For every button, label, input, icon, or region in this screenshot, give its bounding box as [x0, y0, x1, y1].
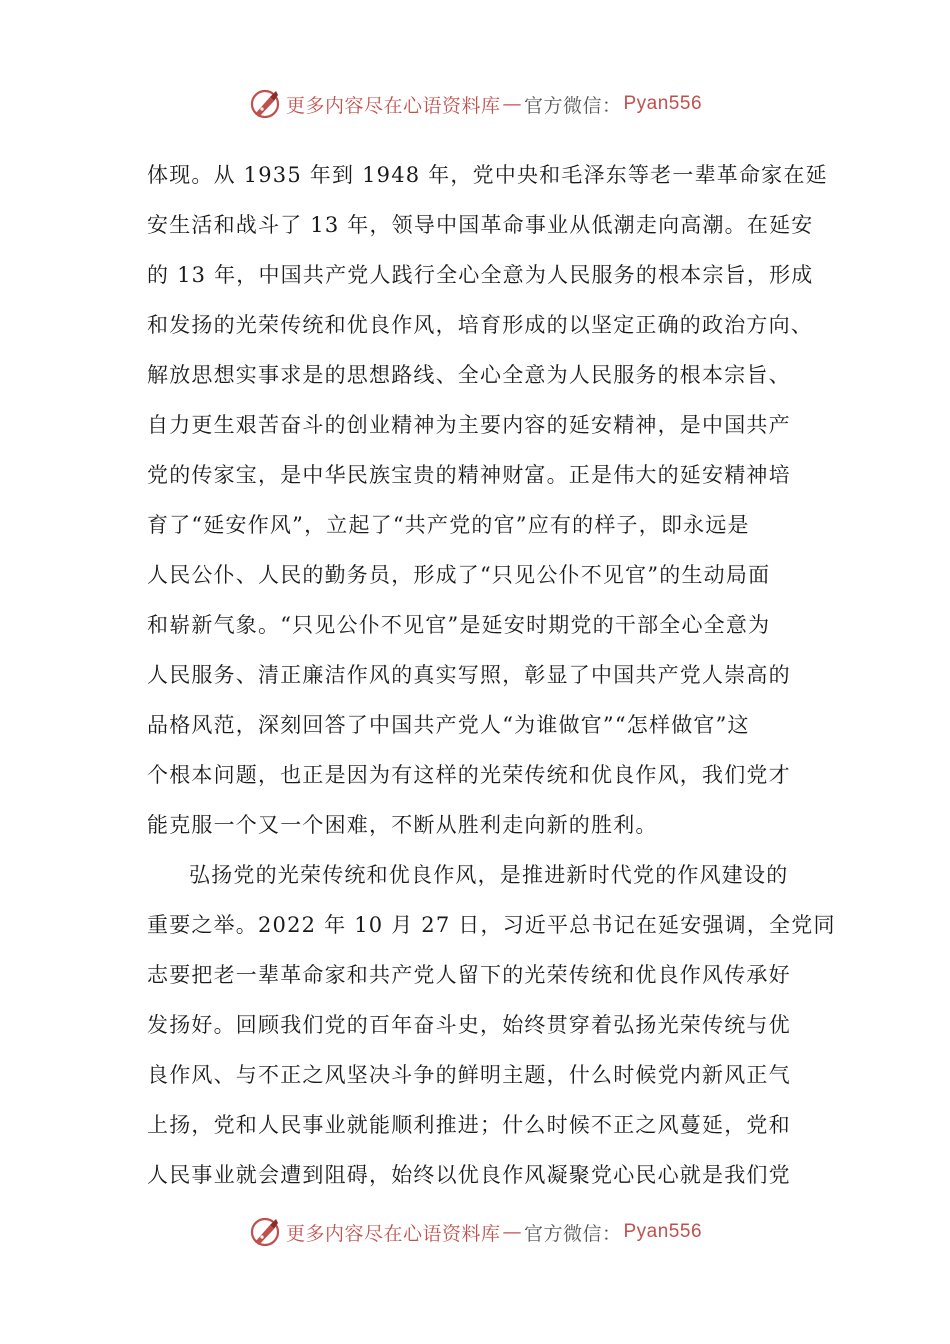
- watermark-id: Pyan556: [623, 1221, 703, 1242]
- body-line: 上扬，党和人民事业就能顺利推进；什么时候不正之风蔓延，党和: [147, 1113, 791, 1137]
- body-line: 发扬好。回顾我们党的百年奋斗史，始终贯穿着弘扬光荣传统与优: [147, 1013, 791, 1037]
- body-line: 自力更生艰苦奋斗的创业精神为主要内容的延安精神，是中国共产: [147, 413, 791, 437]
- body-line: 个根本问题，也正是因为有这样的光荣传统和优良作风，我们党才: [147, 763, 791, 787]
- body-line: 解放思想实事求是的思想路线、全心全意为人民服务的根本宗旨、: [147, 363, 791, 387]
- watermark-label: 官方微信：: [523, 1222, 622, 1245]
- paragraph-first-line: 弘扬党的光荣传统和优良作风，是推进新时代党的作风建设的: [189, 863, 789, 887]
- watermark-label: 官方微信：: [523, 94, 622, 117]
- watermark-dash: —: [502, 1221, 522, 1243]
- body-line: 和发扬的光荣传统和优良作风，培育形成的以坚定正确的政治方向、: [147, 313, 813, 337]
- body-line: 品格风范，深刻回答了中国共产党人“为谁做官”“怎样做官”这: [147, 713, 750, 737]
- document-body: [147, 150, 836, 1200]
- body-line: 能克服一个又一个困难，不断从胜利走向新的胜利。: [147, 813, 658, 837]
- watermark-brand: 更多内容尽在心语资料库: [285, 1222, 501, 1245]
- body-line: 人民公仆、人民的勤务员，形成了“只见公仆不见官”的生动局面: [147, 563, 771, 587]
- watermark-dash: —: [502, 93, 522, 115]
- body-line: 体现。从 1935 年到 1948 年，党中央和毛泽东等老一辈革命家在延: [147, 163, 828, 187]
- body-line: 志要把老一辈革命家和共产党人留下的光荣传统和优良作风传承好: [147, 963, 791, 987]
- body-line: 安生活和战斗了 13 年，领导中国革命事业从低潮走向高潮。在延安: [147, 213, 814, 237]
- pen-nib-circle-icon: [248, 1215, 282, 1249]
- watermark-id: Pyan556: [623, 93, 703, 114]
- body-line: 人民事业就会遭到阻碍，始终以优良作风凝聚党心民心就是我们党: [147, 1163, 791, 1187]
- watermark-brand: 更多内容尽在心语资料库: [285, 94, 501, 117]
- body-line: 人民服务、清正廉洁作风的真实写照，彰显了中国共产党人崇高的: [147, 663, 791, 687]
- body-line: 重要之举。2022 年 10 月 27 日，习近平总书记在延安强调，全党同: [147, 913, 836, 937]
- body-line: 育了“延安作风”，立起了“共产党的官”应有的样子，即永远是: [147, 513, 750, 537]
- body-line: 的 13 年，中国共产党人践行全心全意为人民服务的根本宗旨，形成: [147, 263, 814, 287]
- footer-watermark: [0, 1212, 950, 1252]
- body-line: 和崭新气象。“只见公仆不见官”是延安时期党的干部全心全意为: [147, 613, 771, 637]
- header-watermark: [0, 84, 950, 124]
- body-line: 党的传家宝，是中华民族宝贵的精神财富。正是伟大的延安精神培: [147, 463, 791, 487]
- pen-nib-circle-icon: [248, 87, 282, 121]
- body-line: 良作风、与不正之风坚决斗争的鲜明主题，什么时候党内新风正气: [147, 1063, 791, 1087]
